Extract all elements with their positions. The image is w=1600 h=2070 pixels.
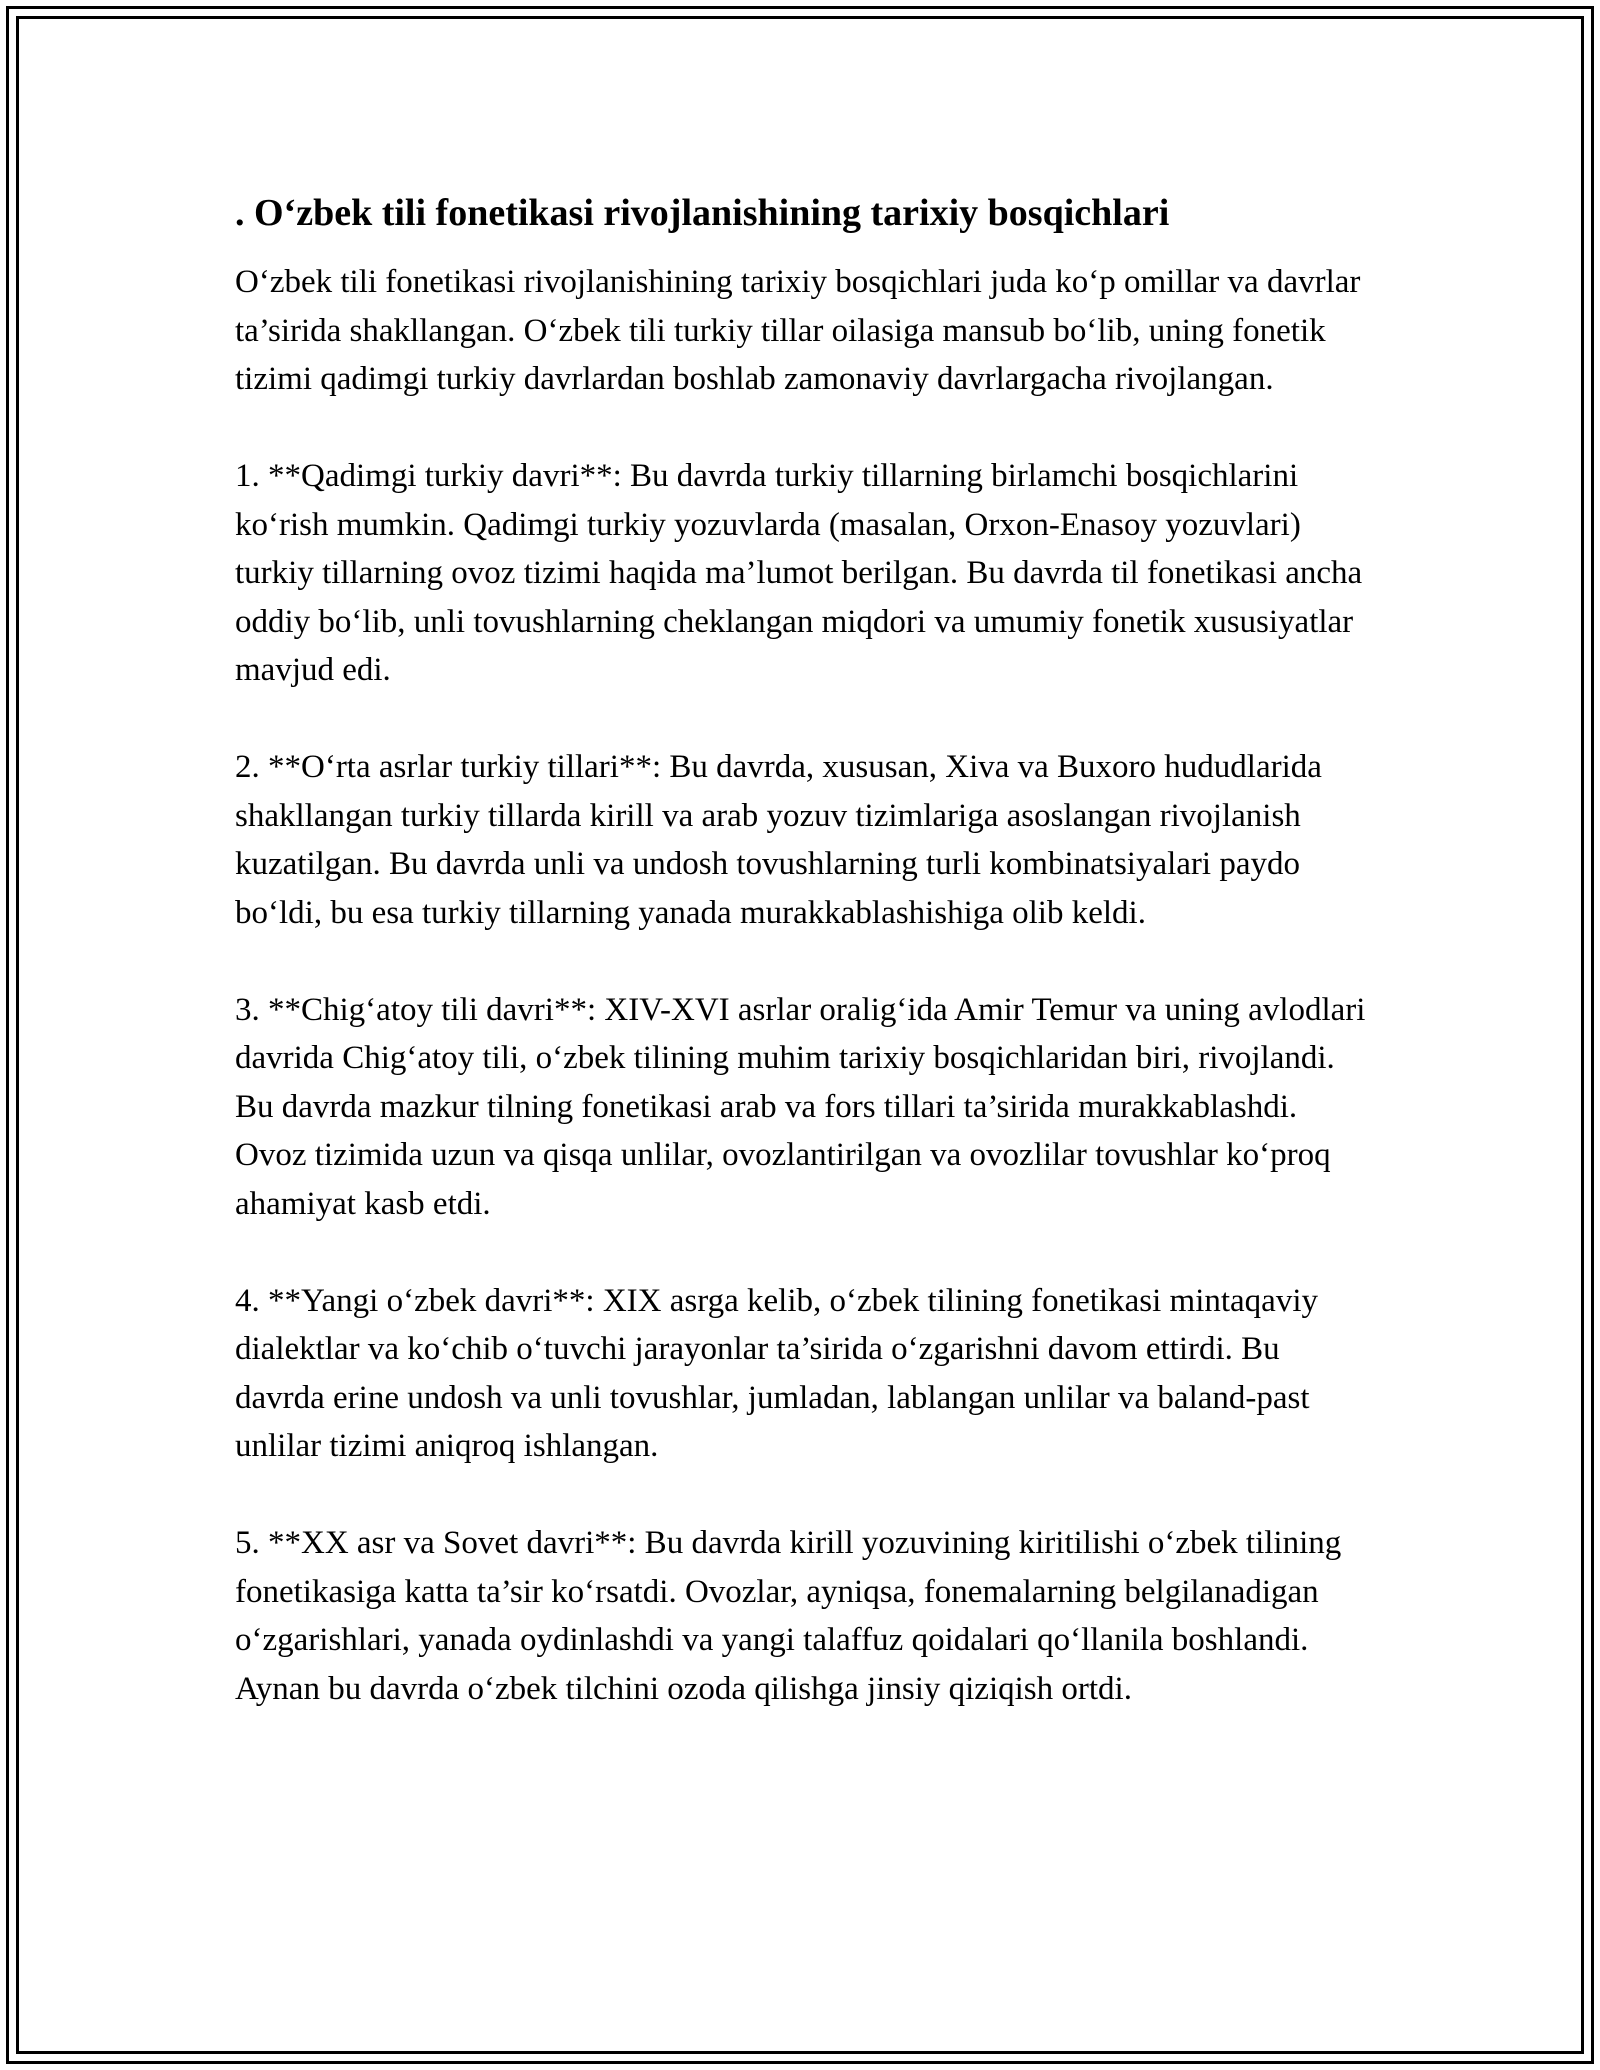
- document-body: [235, 188, 1375, 1762]
- paragraph-20th-century-soviet: 5. **XX asr va Sovet davri**: Bu davrda kirill yozuvining kiritilishi o‘zbek tilining fonetikasiga katta ta’sir ko‘rsatdi. Ovozlar, ayniqsa, fonemalarning belgilanadigan o‘zgarishlari, yanada oydinlashdi va yangi talaffuz qoidalari qo‘llanila boshlandi. Aynan bu davrda o‘zbek tilchini ozoda qilishga jinsiy qiziqish ortdi.: [235, 1525, 1342, 1707]
- paragraph-middle-ages-turkic: 2. **O‘rta asrlar turkiy tillari**: Bu davrda, xususan, Xiva va Buxoro hududlarida shakllangan turkiy tillarda kirill va arab yozuv tizimlariga asoslangan rivojlanish kuzatilgan. Bu davrda unli va undosh tovushlarning turli kombinatsiyalari paydo bo‘ldi, bu esa turkiy tillarning yanada murakkablashishiga olib keldi.: [235, 749, 1322, 931]
- intro-paragraph: O‘zbek tili fonetikasi rivojlanishining tarixiy bosqichlari juda ko‘p omillar va davrlar ta’sirida shakllangan. O‘zbek tili turkiy tillar oilasiga mansub bo‘lib, uning fonetik tizimi qadimgi turkiy davrlardan boshlab zamonaviy davrlargacha rivojlangan.: [235, 264, 1361, 397]
- paragraph-ancient-turkic-period: 1. **Qadimgi turkiy davri**: Bu davrda turkiy tillarning birlamchi bosqichlarini ko‘rish mumkin. Qadimgi turkiy yozuvlarda (masalan, Orxon-Enasoy yozuvlari) turkiy tillarning ovoz tizimi haqida ma’lumot berilgan. Bu davrda til fonetikasi ancha oddiy bo‘lib, unli tovushlarning cheklangan miqdori va umumiy fonetik xususiyatlar mavjud edi.: [235, 458, 1363, 688]
- document-title: . O‘zbek tili fonetikasi rivojlanishining tarixiy bosqichlari: [235, 192, 1170, 234]
- paragraph-chagatai-period: 3. **Chig‘atoy tili davri**: XIV-XVI asrlar oralig‘ida Amir Temur va uning avlodlari davrida Chig‘atoy tili, o‘zbek tilining muhim tarixiy bosqichlaridan biri, rivojlandi. Bu davrda mazkur tilning fonetikasi arab va fors tillari ta’sirida murakkablashdi. Ovoz tizimida uzun va qisqa unlilar, ovozlantirilgan va ovozlilar tovushlar ko‘proq ahamiyat kasb etdi.: [235, 991, 1366, 1222]
- paragraph-new-uzbek-period: 4. **Yangi o‘zbek davri**: XIX asrga kelib, o‘zbek tilining fonetikasi mintaqaviy dialektlar va ko‘chib o‘tuvchi jarayonlar ta’sirida o‘zgarishni davom ettirdi. Bu davrda erine undosh va unli tovushlar, jumladan, lablangan unlilar va baland-past unlilar tizimi aniqroq ishlangan.: [235, 1282, 1318, 1464]
